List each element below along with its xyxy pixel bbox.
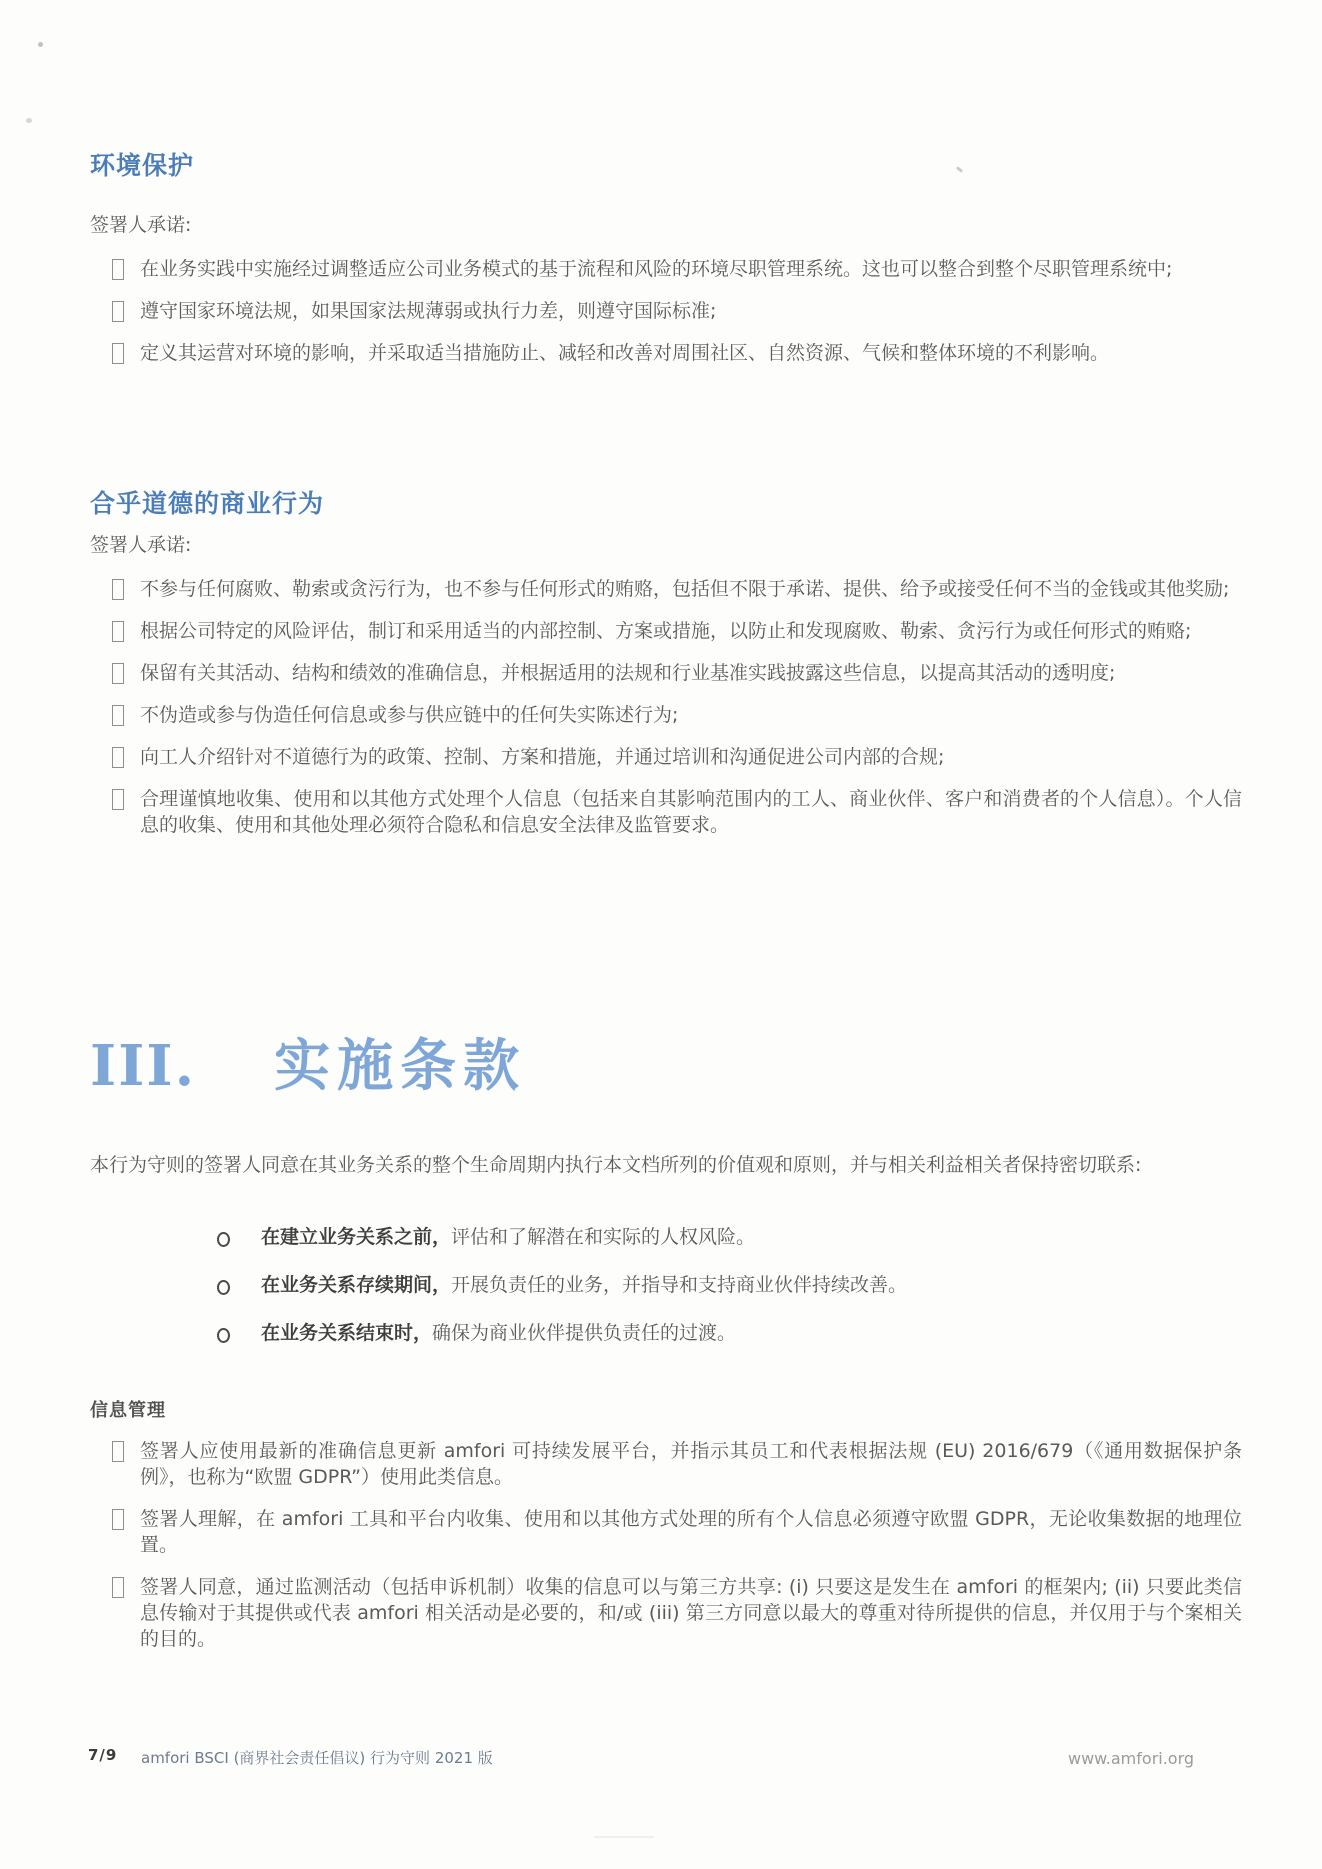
list-item	[90, 618, 1242, 644]
checkbox-bullet-icon	[112, 579, 124, 600]
checkbox-bullet-icon	[112, 663, 124, 684]
list-item-text: 不伪造或参与伪造任何信息或参与供应链中的任何失实陈述行为;	[140, 704, 679, 726]
circle-bullet-icon	[217, 1328, 230, 1343]
list-item-text: 向工人介绍针对不道德行为的政策、控制、方案和措施，并通过培训和沟通促进公司内部的合规;	[140, 746, 945, 768]
checkbox-bullet-icon	[112, 705, 124, 726]
checkbox-bullet-icon	[112, 747, 124, 768]
page-number: 7/9	[88, 1746, 118, 1764]
list-item-text: 定义其运营对环境的影响，并采取适当措施防止、减轻和改善对周围社区、自然资源、气候和整体环境的不利影响。	[140, 342, 1110, 364]
scan-smudge	[26, 118, 32, 123]
circle-bullet-icon	[217, 1280, 230, 1295]
implementation-paragraph: 本行为守则的签署人同意在其业务关系的整个生命周期内执行本文档所列的价值观和原则，并与相关利益相关者保持密切联系:	[90, 1154, 1142, 1176]
scan-smudge	[956, 166, 963, 173]
checkbox-bullet-icon	[112, 259, 124, 280]
footer-document-title: amfori BSCI (商界社会责任倡议) 行为守则 2021 版	[141, 1749, 493, 1767]
list-item-text: 开展负责任的业务，并指导和支持商业伙伴持续改善。	[451, 1274, 908, 1296]
checkbox-bullet-icon	[112, 1577, 124, 1598]
list-item-text: 遵守国家环境法规，如果国家法规薄弱或执行力差，则遵守国际标准;	[140, 300, 717, 322]
list-item	[90, 340, 1242, 366]
implementation-item-list	[215, 1224, 1145, 1347]
list-item	[90, 1438, 1242, 1490]
list-item	[90, 744, 1242, 770]
list-item	[90, 702, 1242, 728]
list-item	[90, 298, 1242, 324]
chapter-heading	[90, 1022, 526, 1102]
list-item-text: 签署人理解，在 amfori 工具和平台内收集、使用和以其他方式处理的所有个人信息必须遵守欧盟 GDPR，无论收集数据的地理位置。	[140, 1508, 1242, 1556]
list-item	[90, 1574, 1242, 1652]
section-intro: 签署人承诺:	[90, 214, 192, 236]
checkbox-bullet-icon	[112, 1441, 124, 1462]
list-item	[90, 786, 1242, 838]
checkbox-bullet-icon	[112, 1509, 124, 1530]
info-management-bullet-list	[90, 1438, 1242, 1652]
checkbox-bullet-icon	[112, 789, 124, 810]
list-item-text: 在业务实践中实施经过调整适应公司业务模式的基于流程和风险的环境尽职管理系统。这也可以整合到整个尽职管理系统中;	[140, 258, 1173, 280]
list-item	[90, 576, 1242, 602]
list-item	[215, 1320, 1145, 1347]
checkbox-bullet-icon	[112, 621, 124, 642]
circle-bullet-icon	[217, 1232, 230, 1247]
list-item-text: 不参与任何腐败、勒索或贪污行为，也不参与任何形式的贿赂，包括但不限于承诺、提供、给予或接受任何不当的金钱或其他奖励;	[140, 578, 1230, 600]
section-heading-ethics: 合乎道德的商业行为	[90, 489, 325, 518]
list-item-lead: 在建立业务关系之前，	[261, 1226, 452, 1248]
list-item-text: 合理谨慎地收集、使用和以其他方式处理个人信息（包括来自其影响范围内的工人、商业伙伴、客户和消费者的个人信息）。个人信息的收集、使用和其他处理必须符合隐私和信息安全法律及监管要求。	[140, 788, 1242, 836]
subsection-heading-info-management: 信息管理	[90, 1400, 166, 1421]
environment-bullet-list	[90, 256, 1242, 366]
list-item	[90, 660, 1242, 686]
scan-smudge	[38, 42, 43, 47]
list-item-text: 签署人同意，通过监测活动（包括申诉机制）收集的信息可以与第三方共享: (i) 只要这是发生在 amfori 的框架内; (ii) 只要此类信息传输对于其提供或代表 amfori 相关活动是必要的，和/或 (iii) 第三方同意以最大的尊重对待所提供的信息，并仅用于与个案相关的目的。	[140, 1576, 1242, 1650]
list-item	[215, 1224, 1145, 1251]
chapter-title: 实施条款	[274, 1033, 527, 1099]
list-item	[215, 1272, 1145, 1299]
list-item-lead: 在业务关系结束时，	[261, 1322, 433, 1344]
list-item	[90, 256, 1242, 282]
checkbox-bullet-icon	[112, 343, 124, 364]
list-item-text: 签署人应使用最新的准确信息更新 amfori 可持续发展平台，并指示其员工和代表根据法规 (EU) 2016/679（《通用数据保护条例》，也称为“欧盟 GDPR”）使用此类信息。	[140, 1440, 1242, 1488]
footer-website: www.amfori.org	[1068, 1749, 1195, 1768]
checkbox-bullet-icon	[112, 301, 124, 322]
section-intro: 签署人承诺:	[90, 534, 192, 556]
section-heading-environment: 环境保护	[90, 151, 195, 180]
scan-smudge	[594, 1836, 654, 1838]
list-item	[90, 1506, 1242, 1558]
list-item-text: 保留有关其活动、结构和绩效的准确信息，并根据适用的法规和行业基准实践披露这些信息，以提高其活动的透明度;	[140, 662, 1116, 684]
list-item-text: 评估和了解潜在和实际的人权风险。	[451, 1226, 756, 1248]
ethics-bullet-list	[90, 576, 1242, 838]
list-item-lead: 在业务关系存续期间，	[261, 1274, 452, 1296]
chapter-number: III.	[90, 1033, 197, 1099]
list-item-text: 根据公司特定的风险评估，制订和采用适当的内部控制、方案或措施，以防止和发现腐败、勒索、贪污行为或任何形式的贿赂;	[140, 620, 1192, 642]
list-item-text: 确保为商业伙伴提供负责任的过渡。	[432, 1322, 737, 1344]
